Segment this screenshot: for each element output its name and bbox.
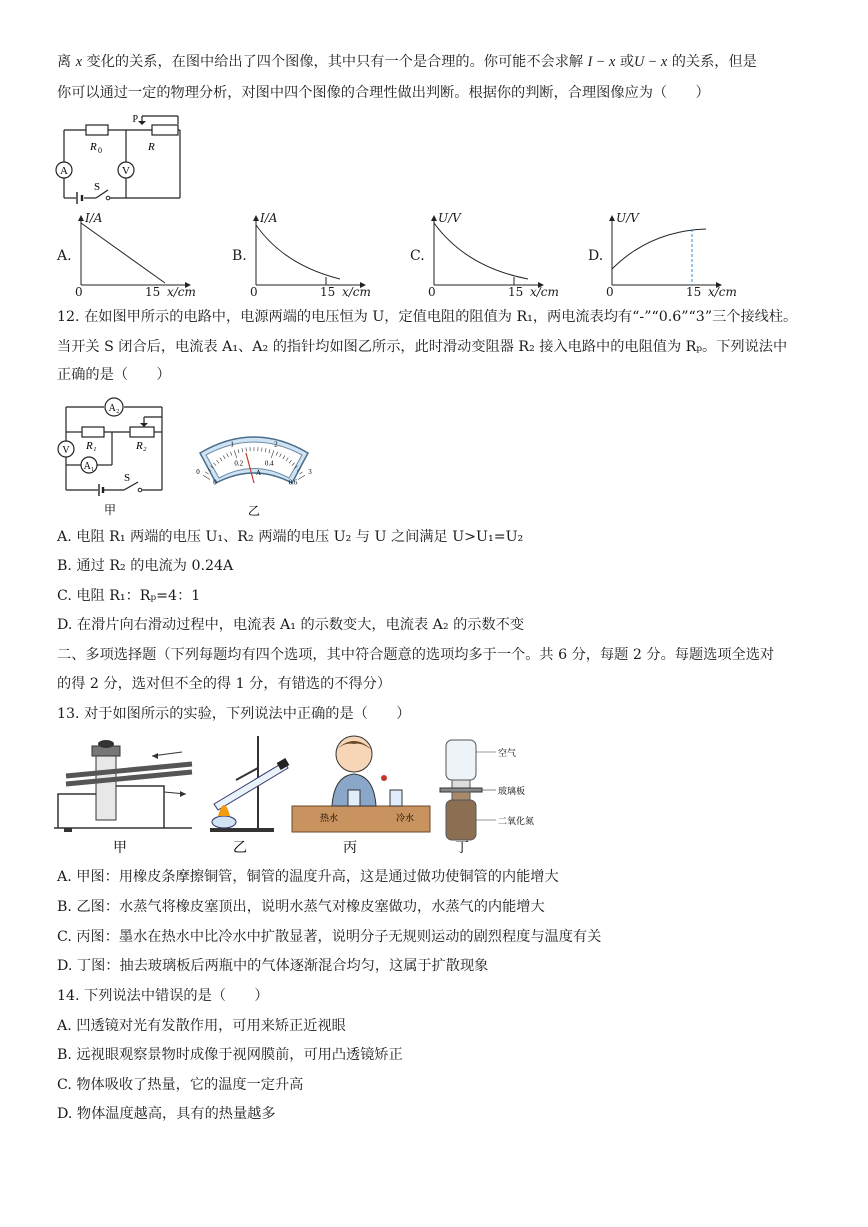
dial-upper-scale-label: 1 [230,440,234,449]
two-bottles-experiment [440,740,496,840]
r1-label: R₁ [86,440,97,452]
q11-line-2: 你可以通过一定的物理分析，对图中四个图像的合理性做出判断。根据你的判断，合理图像应为（ ） [57,85,710,101]
q14-option-a: A. 凹透镜对光有发散作用，可用来矫正近视眼 [57,1018,346,1034]
slider-label: P [132,114,138,125]
dial-tick [203,475,210,479]
caption-jia: 甲 [113,841,127,856]
r0-label: R [90,141,97,153]
x-axis-label: x/cm [530,285,559,299]
q12-ammeter-dial [192,425,317,525]
caption-yi: 乙 [233,841,247,856]
dial-unit: A [256,469,262,477]
switch-s-label: S [124,472,131,484]
r2-label: R₂ [136,440,147,452]
caption-bing: 丙 [343,841,357,856]
q12-circuit-diagram [52,395,177,520]
q12-line-2: 当开关 S 闭合后，电流表 A₁、A₂ 的指针均如图乙所示，此时滑动变阻器 R₂ 接入电路中的电阻值为 Rₚ。下列说法中 [57,339,788,355]
y-axis-label: U/V [616,211,639,225]
switch-label: S [94,181,101,193]
dial-upper-scale-label: 0 [196,468,200,477]
caption-jia-circuit: 甲 [103,503,117,517]
caption-yi-dial: 乙 [247,504,261,518]
origin-label: 0 [75,285,83,299]
origin-label: 0 [606,285,614,299]
x-axis-label: x/cm [167,285,196,299]
tick-label: 15 [320,285,336,299]
q11-line-1: 离 x 变化的关系，在图中给出了四个图像，其中只有一个是合理的。你可能不会求解 I − x 或U − x 的关系，但是 [57,54,757,70]
r-label: R [148,141,155,153]
q14-option-c: C. 物体吸收了热量，它的温度一定升高 [57,1077,304,1093]
y-axis-label: I/A [85,211,103,225]
option-letter: A. [57,248,72,264]
dial-upper-scale-label: 3 [308,468,312,477]
dial-tick [299,472,302,474]
q13-stem: 13. 对于如图所示的实验，下列说法中正确的是（ ） [57,706,411,722]
q12-option-b: B. 通过 R₂ 的电流为 0.24A [57,558,234,574]
no2-label: 二氧化氮 [498,816,535,826]
x-axis-label: x/cm [708,285,737,299]
q14-option-b: B. 远视眼观察景物时成像于视网膜前，可用凸透镜矫正 [57,1047,403,1063]
q13-option-b: B. 乙图：水蒸气将橡皮塞顶出，说明水蒸气对橡皮塞做功，水蒸气的内能增大 [57,899,545,915]
q13-option-d: D. 丁图：抽去玻璃板后两瓶中的气体逐渐混合均匀，这属于扩散现象 [57,958,489,974]
q14-stem: 14. 下列说法中错误的是（ ） [57,988,269,1004]
caption-ding: 丁 [455,841,469,856]
option-letter: C. [410,248,425,264]
cold-water-label: 冷水 [396,813,415,823]
option-letter: D. [588,248,604,264]
tick-label: 15 [508,285,524,299]
hot-water-label: 热水 [320,813,339,823]
v-label: V [62,445,70,456]
q12-option-a: A. 电阻 R₁ 两端的电压 U₁、R₂ 两端的电压 U₂ 与 U 之间满足 U>U₁=U₂ [57,529,524,545]
q11-graph-option-d[interactable] [588,211,737,305]
dial-upper-scale-label: 2 [274,440,278,449]
voltmeter-label: V [122,165,130,177]
graph-axes [426,215,546,305]
y-axis-label: I/A [260,211,278,225]
q13-option-a: A. 甲图：用橡皮条摩擦铜管，铜管的温度升高，这是通过做功使铜管的内能增大 [57,869,559,885]
air-label: 空气 [498,748,517,758]
glass-plate-label: 玻璃板 [498,786,526,796]
a1-label: A₁ [83,461,95,472]
tick-label: 15 [145,285,161,299]
q11-graph-option-c[interactable] [410,211,559,305]
dial-lower-scale-label: 0.6 [288,478,298,487]
origin-label: 0 [428,285,436,299]
q11-graph-option-a[interactable] [57,211,197,305]
origin-label: 0 [250,285,258,299]
tick-label: 15 [686,285,702,299]
dial-lower-scale-label: 0.2 [234,459,244,468]
q13-experiment-figures [52,732,562,860]
q12-option-d: D. 在滑片向右滑动过程中，电流表 A₁ 的示数变大，电流表 A₂ 的示数不变 [57,617,525,633]
q13-option-c: C. 丙图：墨水在热水中比冷水中扩散显著，说明分子无规则运动的剧烈程度与温度有关 [57,929,602,945]
r0-subscript: 0 [98,146,102,155]
ammeter-label: A [60,165,68,177]
q11-circuit-diagram [52,110,187,210]
dial-lower-scale-label: 0 [213,478,217,487]
a2-label: A₂ [108,403,120,414]
test-tube-experiment [210,736,289,832]
x-axis-label: x/cm [342,285,371,299]
q14-option-d: D. 物体温度越高，具有的热量越多 [57,1106,276,1122]
dial-lower-scale-label: 0.4 [264,459,274,468]
y-axis-label: U/V [438,211,461,225]
q12-line-1: 12. 在如图甲所示的电路中，电源两端的电压恒为 U，定值电阻的阻值为 R₁，两电流表均有“-”“0.6”“3”三个接线柱。 [57,309,798,325]
q11-graph-option-b[interactable] [232,211,372,305]
graph-axes [604,215,724,305]
option-letter: B. [232,248,247,264]
dial-tick [298,475,305,479]
q12-line-3: 正确的是（ ） [57,367,171,383]
section2-line-2: 的得 2 分，选对但不全的得 1 分，有错选的不得分） [57,676,392,692]
dial-tick [205,472,208,474]
copper-tube-experiment [54,740,192,832]
section2-line-1: 二、多项选择题（下列每题均有四个选项，其中符合题意的选项均多于一个。共 6 分，每题 2 分。每题选项全选对 [57,647,775,663]
q12-option-c: C. 电阻 R₁：Rₚ=4：1 [57,588,201,604]
